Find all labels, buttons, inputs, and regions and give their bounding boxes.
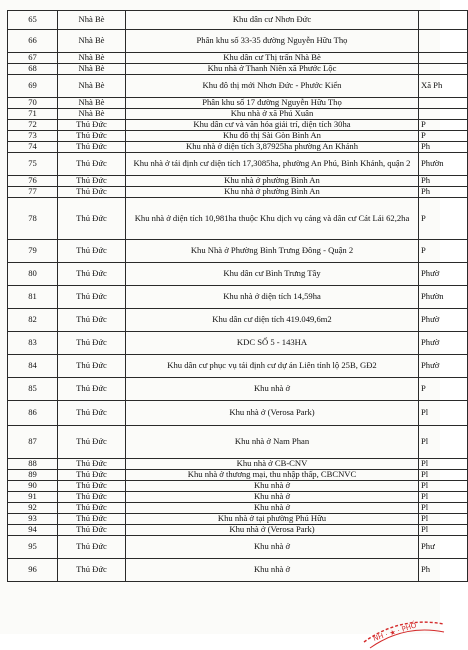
row-district: Thủ Đức (58, 525, 126, 536)
row-project-name: Khu dân cư Nhơn Đức (126, 11, 419, 30)
table-row (8, 109, 468, 120)
row-number: 93 (8, 514, 58, 525)
row-project-name: Phân khu số 17 đường Nguyễn Hữu Thọ (126, 98, 419, 109)
row-ward: Ph (419, 176, 468, 187)
row-project-name: Khu dân cư Bình Trưng Tây (126, 263, 419, 286)
row-number: 87 (8, 426, 58, 459)
row-project-name: Khu nhà ở (126, 559, 419, 582)
table-row (8, 481, 468, 492)
row-district: Thủ Đức (58, 514, 126, 525)
row-ward: Phư (419, 536, 468, 559)
row-ward: Pl (419, 459, 468, 470)
table-row (8, 64, 468, 75)
row-number: 70 (8, 98, 58, 109)
row-project-name: Khu đô thị mới Nhơn Đức - Phước Kiển (126, 75, 419, 98)
row-district: Nhà Bè (58, 75, 126, 98)
row-project-name: Khu nhà ở (126, 492, 419, 503)
row-ward: Pl (419, 481, 468, 492)
row-project-name: Khu nhà ở diện tích 10,981ha thuộc Khu dịch vụ cảng và dân cư Cát Lái 62,2ha (126, 198, 419, 240)
row-ward (419, 64, 468, 75)
row-ward: Ph (419, 187, 468, 198)
row-number: 86 (8, 401, 58, 426)
row-project-name: Khu nhà ở (126, 503, 419, 514)
row-number: 89 (8, 470, 58, 481)
row-number: 91 (8, 492, 58, 503)
row-number: 80 (8, 263, 58, 286)
row-project-name: Phân khu số 33-35 đường Nguyễn Hữu Thọ (126, 30, 419, 53)
row-project-name: Khu dân cư phục vụ tái định cư dự án Liên tỉnh lộ 25B, GĐ2 (126, 355, 419, 378)
row-number: 81 (8, 286, 58, 309)
row-project-name: Khu nhà ở diện tích 14,59ha (126, 286, 419, 309)
row-project-name: Khu nhà ở (Verosa Park) (126, 401, 419, 426)
row-ward (419, 98, 468, 109)
row-ward: Pl (419, 401, 468, 426)
row-ward: P (419, 378, 468, 401)
table-row (8, 470, 468, 481)
row-number: 76 (8, 176, 58, 187)
row-number: 94 (8, 525, 58, 536)
table-row (8, 559, 468, 582)
table-row (8, 98, 468, 109)
row-number: 72 (8, 120, 58, 131)
row-number: 84 (8, 355, 58, 378)
table-row (8, 187, 468, 198)
table-row (8, 142, 468, 153)
row-ward (419, 53, 468, 64)
row-ward: P (419, 131, 468, 142)
row-district: Thủ Đức (58, 536, 126, 559)
table-row (8, 11, 468, 30)
row-number: 75 (8, 153, 58, 176)
table-row (8, 263, 468, 286)
row-project-name: Khu nhà ở tái định cư diện tích 17,3085ha, phường An Phú, Bình Khánh, quận 2 (126, 153, 419, 176)
row-district: Thủ Đức (58, 198, 126, 240)
row-district: Nhà Bè (58, 53, 126, 64)
table-row (8, 426, 468, 459)
row-number: 65 (8, 11, 58, 30)
table-row (8, 75, 468, 98)
table-row (8, 536, 468, 559)
row-ward: Xã Ph (419, 75, 468, 98)
row-district: Thủ Đức (58, 426, 126, 459)
table-row (8, 378, 468, 401)
row-number: 96 (8, 559, 58, 582)
table-row (8, 176, 468, 187)
row-project-name: Khu nhà ở (Verosa Park) (126, 525, 419, 536)
row-district: Thủ Đức (58, 378, 126, 401)
row-project-name: Khu nhà ở xã Phú Xuân (126, 109, 419, 120)
row-number: 69 (8, 75, 58, 98)
row-project-name: Khu nhà ở Nam Phan (126, 426, 419, 459)
row-ward (419, 109, 468, 120)
table-row (8, 198, 468, 240)
table-row (8, 153, 468, 176)
row-district: Thủ Đức (58, 176, 126, 187)
row-district: Thủ Đức (58, 401, 126, 426)
row-district: Thủ Đức (58, 470, 126, 481)
row-number: 71 (8, 109, 58, 120)
row-ward: Ph (419, 559, 468, 582)
row-district: Thủ Đức (58, 131, 126, 142)
row-project-name: Khu dân cư Thị trấn Nhà Bè (126, 53, 419, 64)
row-number: 92 (8, 503, 58, 514)
row-ward (419, 30, 468, 53)
row-number: 90 (8, 481, 58, 492)
row-project-name: Khu nhà ở (126, 378, 419, 401)
row-ward: Phườn (419, 286, 468, 309)
row-district: Thủ Đức (58, 120, 126, 131)
row-district: Nhà Bè (58, 11, 126, 30)
row-district: Thủ Đức (58, 559, 126, 582)
row-project-name: Khu nhà ở Thanh Niên xã Phước Lộc (126, 64, 419, 75)
row-ward: P (419, 120, 468, 131)
row-district: Thủ Đức (58, 459, 126, 470)
row-ward: Ph (419, 142, 468, 153)
table-row (8, 514, 468, 525)
row-ward: Pl (419, 426, 468, 459)
row-project-name: Khu nhà ở tại phường Phú Hữu (126, 514, 419, 525)
row-district: Thủ Đức (58, 492, 126, 503)
row-district: Thủ Đức (58, 142, 126, 153)
row-ward: P (419, 240, 468, 263)
project-table (7, 10, 468, 582)
row-number: 67 (8, 53, 58, 64)
row-project-name: Khu nhà ở thương mại, thu nhập thấp, CBCNVC (126, 470, 419, 481)
row-project-name: Khu nhà ở diện tích 3,87925ha phường An Khánh (126, 142, 419, 153)
row-number: 73 (8, 131, 58, 142)
table-row (8, 492, 468, 503)
row-district: Nhà Bè (58, 30, 126, 53)
row-district: Thủ Đức (58, 309, 126, 332)
row-district: Nhà Bè (58, 98, 126, 109)
table-row (8, 286, 468, 309)
row-district: Thủ Đức (58, 286, 126, 309)
row-number: 66 (8, 30, 58, 53)
row-ward: Phườ (419, 309, 468, 332)
row-number: 79 (8, 240, 58, 263)
table-row (8, 459, 468, 470)
row-ward (419, 11, 468, 30)
row-district: Thủ Đức (58, 503, 126, 514)
row-number: 95 (8, 536, 58, 559)
table-row (8, 355, 468, 378)
row-district: Thủ Đức (58, 355, 126, 378)
row-number: 68 (8, 64, 58, 75)
row-project-name: KDC SỐ 5 - 143HA (126, 332, 419, 355)
table-row (8, 120, 468, 131)
row-ward: Phườ (419, 263, 468, 286)
row-district: Nhà Bè (58, 109, 126, 120)
row-project-name: Khu dân cư và văn hóa giải trí, diện tích 30ha (126, 120, 419, 131)
row-number: 85 (8, 378, 58, 401)
row-number: 78 (8, 198, 58, 240)
row-project-name: Khu nhà ở (126, 481, 419, 492)
table-row (8, 131, 468, 142)
row-ward: Phườ (419, 332, 468, 355)
row-project-name: Khu Nhà ở Phường Bình Trưng Đông - Quận 2 (126, 240, 419, 263)
row-ward: P (419, 198, 468, 240)
row-number: 82 (8, 309, 58, 332)
row-ward: Pl (419, 525, 468, 536)
table-row (8, 525, 468, 536)
row-district: Thủ Đức (58, 153, 126, 176)
row-number: 88 (8, 459, 58, 470)
table-row (8, 53, 468, 64)
table-row (8, 332, 468, 355)
row-number: 77 (8, 187, 58, 198)
table-row (8, 401, 468, 426)
row-district: Thủ Đức (58, 332, 126, 355)
row-ward: Pl (419, 470, 468, 481)
table-row (8, 309, 468, 332)
table-row (8, 240, 468, 263)
row-district: Thủ Đức (58, 481, 126, 492)
row-project-name: Khu nhà ở CB-CNV (126, 459, 419, 470)
row-project-name: Khu đô thị Sài Gòn Bình An (126, 131, 419, 142)
row-district: Thủ Đức (58, 240, 126, 263)
row-ward: Phườn (419, 153, 468, 176)
row-number: 83 (8, 332, 58, 355)
row-project-name: Khu nhà ở phường Bình An (126, 176, 419, 187)
row-ward: Phườ (419, 355, 468, 378)
row-district: Nhà Bè (58, 64, 126, 75)
table-row (8, 503, 468, 514)
red-seal-stamp (360, 610, 444, 650)
table-row (8, 30, 468, 53)
row-project-name: Khu nhà ở (126, 536, 419, 559)
row-ward: Pl (419, 503, 468, 514)
row-ward: Pl (419, 492, 468, 503)
row-district: Thủ Đức (58, 187, 126, 198)
row-ward: Pl (419, 514, 468, 525)
row-district: Thủ Đức (58, 263, 126, 286)
row-number: 74 (8, 142, 58, 153)
row-project-name: Khu dân cư diện tích 419.049,6m2 (126, 309, 419, 332)
row-project-name: Khu nhà ở phường Bình An (126, 187, 419, 198)
svg-text:NH · ★ · PHỐ: NH · ★ · PHỐ (372, 621, 418, 643)
